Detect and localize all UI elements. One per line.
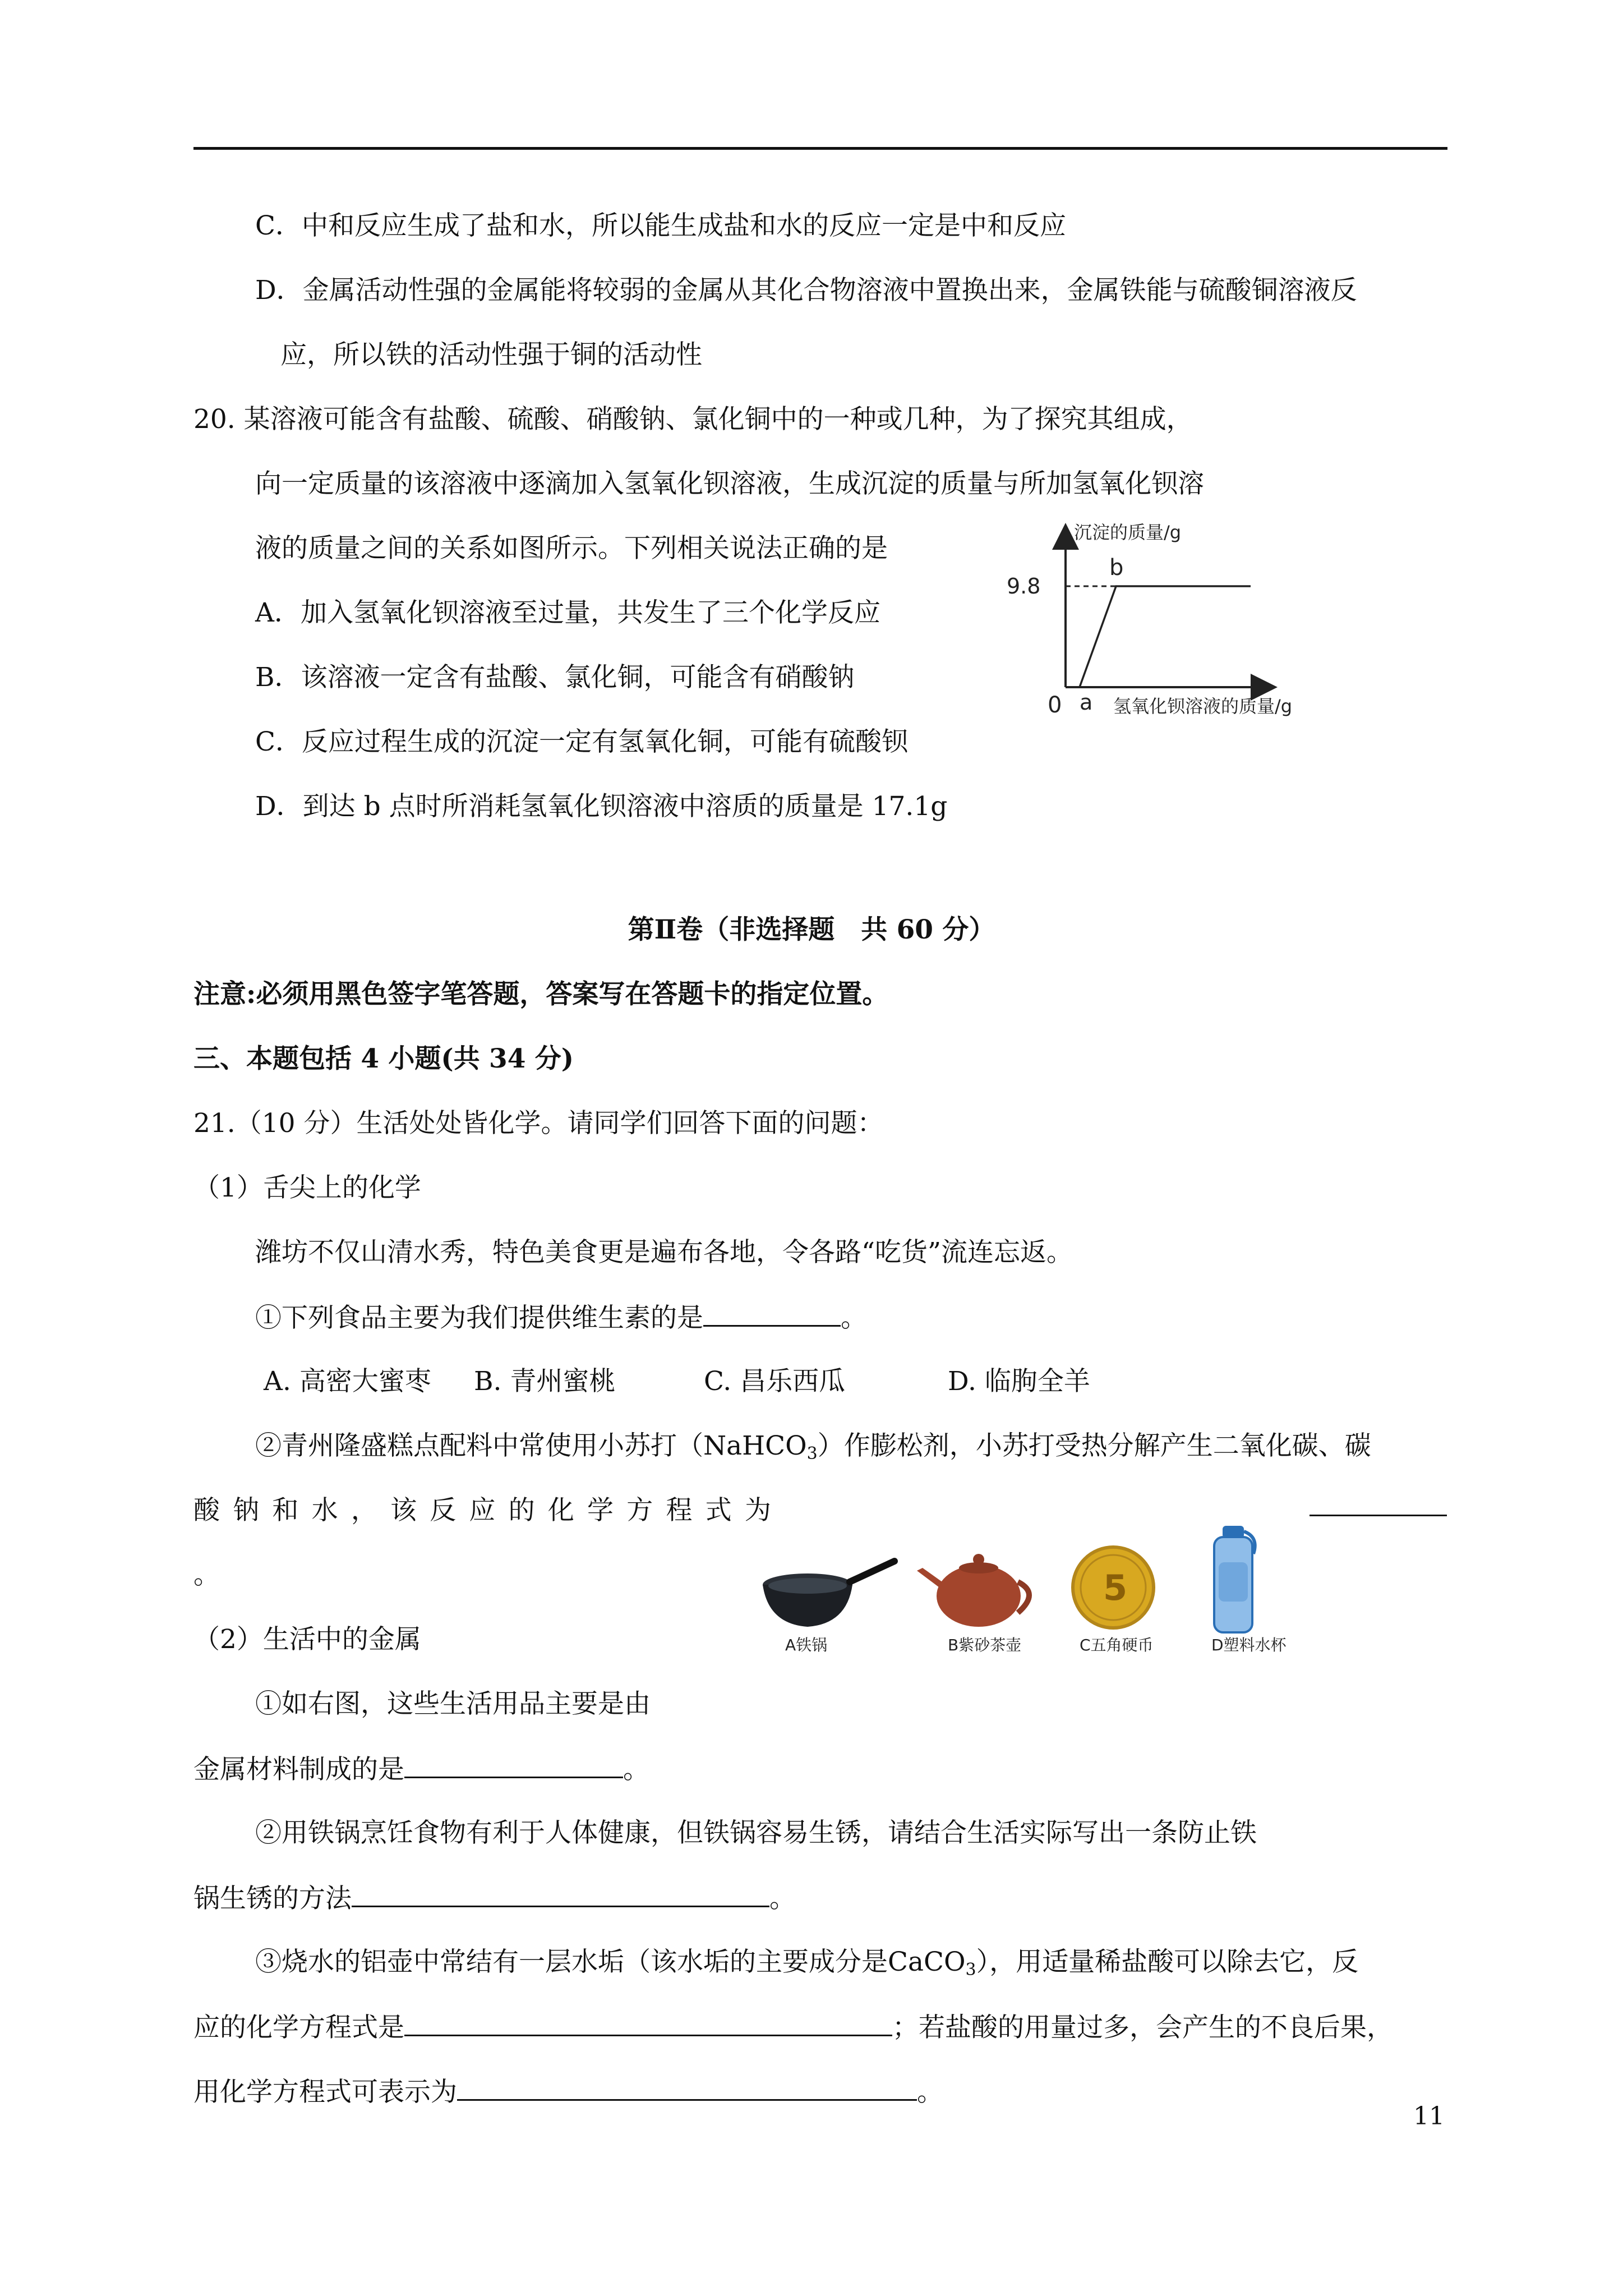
coin-icon: [1073, 1547, 1154, 1628]
image-label-c: C五角硬币: [1080, 1636, 1154, 1654]
q21-part2-q3-line3: 用化学方程式可表示为 。: [193, 2074, 943, 2109]
q21-part2-title: （2）生活中的金属: [193, 1624, 421, 1655]
q21-part1-title: （1）舌尖上的化学: [193, 1172, 421, 1203]
q20-option-d: D．到达 b 点时所消耗氢氧化钡溶液中溶质的质量是 17.1g: [255, 791, 948, 822]
q21-option-a: A. 高密大蜜枣: [264, 1366, 431, 1397]
spread-char: 水: [311, 1495, 338, 1526]
page-number: 11: [1413, 2102, 1445, 2131]
series-line: [1066, 586, 1251, 687]
spread-char: 化: [547, 1495, 574, 1526]
image-label-d: D塑料水杯: [1211, 1636, 1287, 1654]
answer-blank[interactable]: [352, 1881, 769, 1907]
q21-part1-q2-period: 。: [193, 1559, 220, 1590]
section-note: 注意:必须用黑色签字笔答题，答案写在答题卡的指定位置。: [193, 979, 889, 1010]
answer-blank[interactable]: [703, 1300, 841, 1327]
answer-blank[interactable]: [457, 2074, 917, 2101]
q21-options: [264, 1365, 1090, 1398]
header-rule: [193, 147, 1447, 150]
answer-blank[interactable]: [404, 1752, 623, 1778]
q21-part2-q3-line2: 应的化学方程式是 ；若盐酸的用量过多，会产生的不良后果，: [193, 2010, 1393, 2045]
q21-stem: 21.（10 分）生活处处皆化学。请同学们回答下面的问题：: [193, 1108, 884, 1139]
teapot-icon: [917, 1554, 1029, 1627]
coin-numeral: 5: [1103, 1567, 1128, 1608]
y-axis-label: 沉淀的质量/g: [1074, 522, 1182, 543]
y-tick-label: 9.8: [1007, 574, 1041, 599]
b-point-label: b: [1109, 555, 1124, 581]
spread-char: 学: [587, 1495, 614, 1526]
q21-part2-q1-line2: 金属材料制成的是 。: [193, 1752, 649, 1787]
q21-option-d: D. 临朐全羊: [948, 1366, 1090, 1397]
spread-char: 钠: [233, 1495, 260, 1526]
q19-option-d-line2: 应，所以铁的活动性强于铜的活动性: [280, 339, 702, 370]
spread-char: 和: [272, 1495, 299, 1526]
products-figure: [754, 1503, 1315, 1672]
q20-stem-line1: 20. 某溶液可能含有盐酸、硫酸、硝酸钠、氯化铜中的一种或几种，为了探究其组成，: [193, 404, 1193, 435]
image-label-a: A铁锅: [785, 1636, 828, 1654]
spread-char: 应: [469, 1495, 496, 1526]
spread-char: ，: [351, 1495, 377, 1526]
answer-blank[interactable]: [404, 2010, 892, 2036]
spread-char: 反: [430, 1495, 457, 1526]
q21-part1-intro: 潍坊不仅山清水秀，特色美食更是遍布各地，令各路“吃货”流连忘返。: [255, 1237, 1073, 1268]
q21-part2-q2-line1: ②用铁锅烹饪食物有利于人体健康，但铁锅容易生锈，请结合生活实际写出一条防止铁: [255, 1818, 1257, 1848]
origin-label: 0: [1048, 692, 1062, 718]
spread-char: 式: [705, 1495, 732, 1526]
products-drawing: [754, 1503, 1315, 1672]
section-title: 第Ⅱ卷（非选择题 共 60 分）: [628, 914, 995, 945]
q20-option-b: B．该溶液一定含有盐酸、氯化铜，可能含有硝酸钠: [255, 662, 855, 693]
q20-stem-line2: 向一定质量的该溶液中逐滴加入氢氧化钡溶液，生成沉淀的质量与所加氢氧化钡溶: [255, 468, 1204, 499]
part-three-title: 三、本题包括 4 小题(共 34 分): [193, 1043, 574, 1074]
spread-char: 酸: [193, 1495, 220, 1526]
spread-char: 的: [508, 1495, 535, 1526]
q19-option-c: C．中和反应生成了盐和水，所以能生成盐和水的反应一定是中和反应: [255, 210, 1066, 241]
q21-part1-q1: ①下列食品主要为我们提供维生素的是 。: [255, 1300, 867, 1335]
q21-option-c: C. 昌乐西瓜: [704, 1366, 846, 1397]
q19-option-d-line1: D．金属活动性强的金属能将较弱的金属从其化合物溶液中置换出来，金属铁能与硫酸铜溶液反: [255, 275, 1357, 306]
q20-stem-line3: 液的质量之间的关系如图所示。下列相关说法正确的是: [255, 533, 888, 564]
q21-option-b: B. 青州蜜桃: [474, 1366, 616, 1397]
answer-blank[interactable]: [1310, 1515, 1447, 1516]
q21-part2-q2-line2: 锅生锈的方法 。: [193, 1881, 796, 1916]
precipitate-chart: [1004, 516, 1340, 729]
iron-wok-icon: [763, 1561, 895, 1627]
q20-option-a: A．加入氢氧化钡溶液至过量，共发生了三个化学反应: [255, 597, 880, 628]
spread-char: 程: [666, 1495, 693, 1526]
q21-part1-q2-line2: [193, 1494, 771, 1527]
plastic-bottle-icon: [1214, 1526, 1255, 1632]
q21-part1-q2-line1: ②青州隆盛糕点配料中常使用小苏打（NaHCO$_3$）作膨松剂，小苏打受热分解产生二氧化碳、碳: [255, 1430, 1371, 1464]
spread-char: 为: [744, 1495, 771, 1526]
q21-part2-q1-line1: ①如右图，这些生活用品主要是由: [255, 1688, 651, 1719]
x-axis-label: 氢氧化钡溶液的质量/g: [1113, 696, 1293, 717]
image-label-b: B紫砂茶壶: [948, 1636, 1022, 1654]
spread-char: 方: [626, 1495, 653, 1526]
q20-option-c: C．反应过程生成的沉淀一定有氢氧化铜，可能有硫酸钡: [255, 726, 908, 757]
a-tick-label: a: [1080, 690, 1093, 715]
spread-char: 该: [390, 1495, 417, 1526]
q21-part2-q3-line1: ③烧水的铝壶中常结有一层水垢（该水垢的主要成分是CaCO$_3$），用适量稀盐酸可以除去它，反: [255, 1947, 1359, 1980]
